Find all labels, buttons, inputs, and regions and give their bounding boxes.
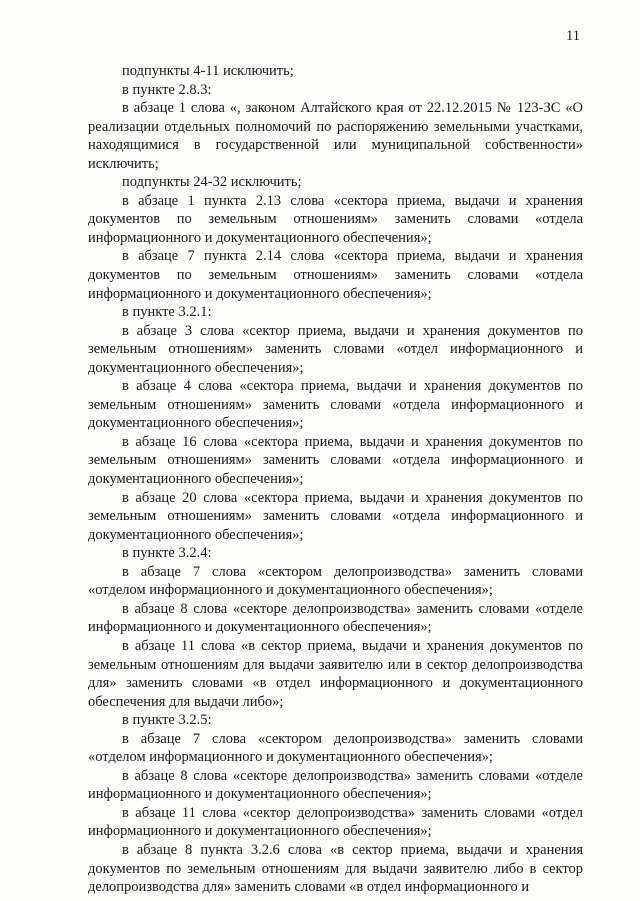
paragraph: в абзаце 4 слова «сектора приема, выдачи и хранения документов по земельным отношениям» заменить словами «отдела информационного и документационного обеспечения»; bbox=[88, 378, 583, 432]
paragraph: в пункте 2.8.3: bbox=[122, 81, 212, 98]
paragraph: в абзаце 16 слова «сектора приема, выдачи и хранения документов по земельным отношениям» заменить словами «отдела информационного и документационного обеспечения»; bbox=[88, 433, 583, 488]
paragraph: в абзаце 8 слова «секторе делопроизводства» заменить словами «отделе информационного и документационного обеспечения»; bbox=[88, 767, 583, 803]
paragraph: в абзаце 7 пункта 2.14 слова «сектора приема, выдачи и хранения документов по земельным отношениям» заменить словами «отдела информационного и документационного обеспечения»; bbox=[88, 248, 583, 302]
paragraph: в абзаце 8 слова «секторе делопроизводства» заменить словами «отделе информационного и документационного обеспечения»; bbox=[88, 600, 583, 636]
paragraph: в абзаце 7 слова «сектором делопроизводства» заменить словами «отделом информационного и документационного обеспечения»; bbox=[88, 730, 583, 766]
paragraph: в пункте 3.2.4: bbox=[122, 545, 212, 562]
paragraph: в абзаце 1 слова «, законом Алтайского края от 22.12.2015 № 123-ЗС «О реализации отдельных полномочий по распоряжению земельными участками, находящимися в государственной или муниципальной собственности» исключить; bbox=[88, 100, 583, 172]
paragraph: подпункты 4-11 исключить; bbox=[122, 63, 294, 79]
paragraph: подпункты 24-32 исключить; bbox=[122, 174, 302, 191]
paragraph: в абзаце 7 слова «сектором делопроизводства» заменить словами «отделом информационного и документационного обеспечения»; bbox=[88, 563, 583, 599]
paragraph: в абзаце 8 пункта 3.2.6 слова «в сектор приема, выдачи и хранения документов по земельным отношениям для выдачи заявителю либо в сектор делопроизводства для» заменить словами «в отдел информационного и bbox=[88, 841, 583, 896]
paragraph: в абзаце 11 слова «в сектор приема, выдачи и хранения документов по земельным отношениям для выдачи заявителю или в сектор делопроизводства для» заменить словами «в отдел информационного и документационного обеспечения для выдачи либо»; bbox=[88, 637, 583, 710]
paragraph: в абзаце 3 слова «сектор приема, выдачи и хранения документов по земельным отношениям» заменить словами «отдел информационного и документационного обеспечения»; bbox=[88, 322, 583, 376]
paragraph: в пункте 3.2.1: bbox=[122, 304, 212, 321]
document-body bbox=[88, 62, 583, 897]
paragraph: в пункте 3.2.5: bbox=[122, 712, 212, 729]
paragraph: в абзаце 11 слова «сектор делопроизводства» заменить словами «отдел информационного и документационного обеспечения»; bbox=[88, 804, 583, 840]
page-number: 11 bbox=[566, 28, 580, 44]
paragraph: в абзаце 1 пункта 2.13 слова «сектора приема, выдачи и хранения документов по земельным отношениям» заменить словами «отдела информационного и документационного обеспечения»; bbox=[88, 192, 583, 246]
paragraph: в абзаце 20 слова «сектора приема, выдачи и хранения документов по земельным отношениям» заменить словами «отдела информационного и документационного обеспечения»; bbox=[88, 489, 583, 543]
